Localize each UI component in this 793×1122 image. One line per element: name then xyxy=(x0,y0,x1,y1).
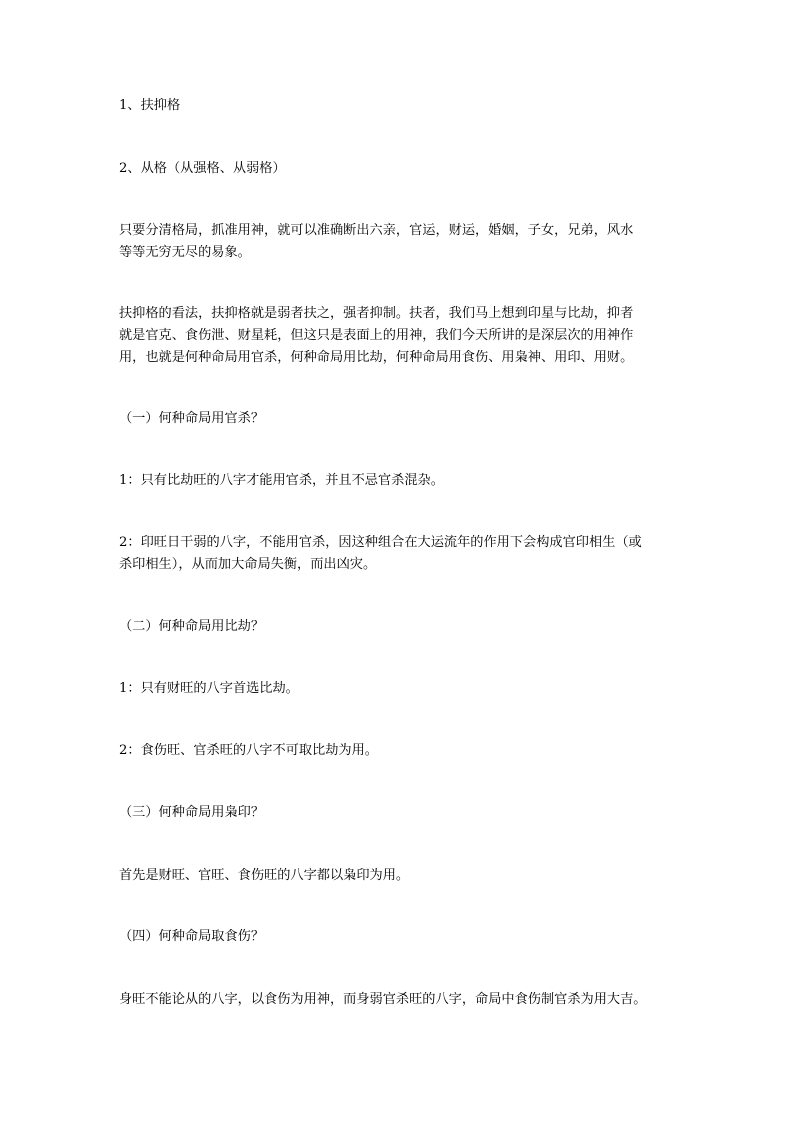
section-heading-4 xyxy=(119,926,679,948)
text-line: 身旺不能论从的八字，以食伤为用神，而身弱官杀旺的八字，命局中食伤制官杀为用大吉。 xyxy=(119,992,647,1007)
section-heading-2 xyxy=(119,616,679,638)
list-item xyxy=(119,740,679,762)
paragraph-intro xyxy=(119,220,679,264)
text-line: 首先是财旺、官旺、食伤旺的八字都以枭印为用。 xyxy=(119,868,410,883)
text-line: 扶抑格的看法，扶抑格就是弱者扶之，强者抑制。扶者，我们马上想到印星与比劫，抑者 xyxy=(119,306,634,321)
text-line: 1：只有比劫旺的八字才能用官杀，并且不忌官杀混杂。 xyxy=(119,473,444,488)
text-line: 只要分清格局，抓准用神，就可以准确断出六亲，官运，财运，婚姻，子女，兄弟，风水 xyxy=(119,223,634,238)
list-item xyxy=(119,532,679,576)
text-line: 杀印相生），从而加大命局失衡，而出凶灾。 xyxy=(119,557,377,572)
paragraph xyxy=(119,989,679,1011)
text-line: 2：印旺日干弱的八字，不能用官杀，因这种组合在大运流年的作用下会构成官印相生（或 xyxy=(119,535,642,550)
section-heading-1 xyxy=(119,408,679,430)
text-line: 1、扶抑格 xyxy=(119,98,181,113)
heading-fuyi-ge xyxy=(119,95,679,117)
list-item xyxy=(119,470,679,492)
text-line: （四）何种命局取食伤？ xyxy=(119,929,265,944)
text-line: 等等无穷无尽的易象。 xyxy=(119,245,251,260)
text-line: （三）何种命局用枭印？ xyxy=(119,805,265,820)
heading-cong-ge xyxy=(119,158,679,180)
text-line: 2、从格（从强格、从弱格） xyxy=(119,161,286,176)
paragraph-fuyi-explanation xyxy=(119,303,679,369)
paragraph xyxy=(119,865,679,887)
text-line: 用，也就是何种命局用官杀，何种命局用比劫，何种命局用食伤、用枭神、用印、用财。 xyxy=(119,350,634,365)
list-item xyxy=(119,678,679,700)
text-line: （二）何种命局用比劫？ xyxy=(119,619,265,634)
text-line: 2：食伤旺、官杀旺的八字不可取比劫为用。 xyxy=(119,743,378,758)
section-heading-3 xyxy=(119,802,679,824)
text-line: 就是官克、食伤泄、财星耗，但这只是表面上的用神，我们今天所讲的是深层次的用神作 xyxy=(119,328,634,343)
text-line: （一）何种命局用官杀？ xyxy=(119,411,265,426)
text-line: 1：只有财旺的八字首选比劫。 xyxy=(119,681,299,696)
